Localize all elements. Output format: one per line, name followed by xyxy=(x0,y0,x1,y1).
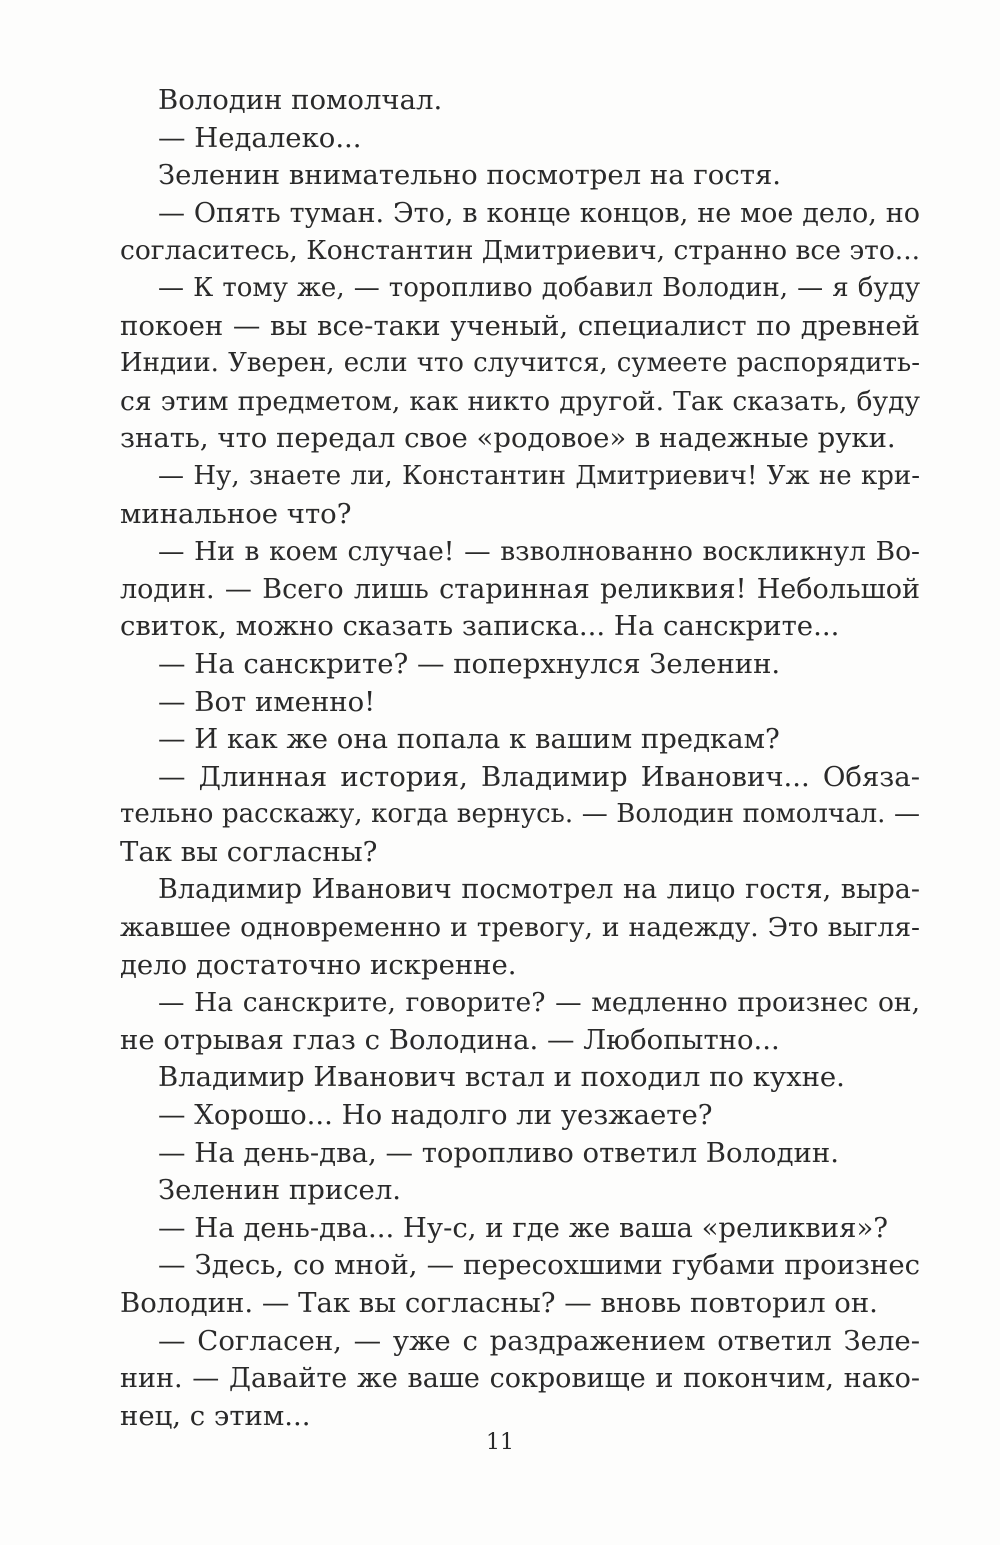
text-line: — Ну, знаете ли, Константин Дмитриевич! Уж не кри- xyxy=(158,460,920,491)
text-line: — На санскрите? — поперхнулся Зеленин. xyxy=(158,647,781,680)
text-line: Владимир Иванович посмотрел на лицо гостя, выра- xyxy=(158,874,920,906)
text-line: ся этим предметом, как никто другой. Так сказать, буду xyxy=(120,385,920,417)
text-line: минальное что? xyxy=(120,497,352,530)
text-line: Индии. Уверен, если что случится, сумеете распорядить- xyxy=(120,348,920,379)
text-line: Зеленин внимательно посмотрел на гостя. xyxy=(158,159,782,192)
text-line: Володин помолчал. xyxy=(158,84,443,116)
page-number: 11 xyxy=(486,1430,514,1455)
text-line: Зеленин присел. xyxy=(158,1174,402,1207)
text-line: — Хорошо... Но надолго ли уезжаете? xyxy=(158,1099,713,1132)
text-line: Так вы согласны? xyxy=(120,835,378,868)
text-line: лодин. — Всего лишь старинная реликвия! Небольшой xyxy=(120,573,920,605)
body-text xyxy=(120,82,920,1435)
text-line: жавшее одновременно и тревогу, и надежду. Это выгля- xyxy=(120,912,920,944)
text-line: — Опять туман. Это, в конце концов, не мое дело, но xyxy=(158,197,920,229)
text-line: согласитесь, Константин Дмитриевич, странно все это... xyxy=(120,235,921,267)
text-line: покоен — вы все-таки ученый, специалист по древней xyxy=(120,309,920,342)
text-line: — К тому же, — торопливо добавил Володин, — я буду xyxy=(158,272,920,303)
text-line: не отрывая глаз с Володина. — Любопытно... xyxy=(120,1023,780,1056)
text-line: — На день-два... Ну-с, и где же ваша «реликвия»? xyxy=(158,1211,889,1244)
text-line: — Ни в коем случае! — взволнованно воскликнул Во- xyxy=(158,536,920,568)
text-line: тельно расскажу, когда вернусь. — Володин помолчал. — xyxy=(120,799,920,830)
text-line: нин. — Давайте же ваше сокровище и покончим, нако- xyxy=(120,1363,920,1395)
text-line: — Вот именно! xyxy=(158,685,376,718)
text-line: — Здесь, со мной, — пересохшими губами произнес xyxy=(158,1249,920,1282)
text-line: — На день-два, — торопливо ответил Володин. xyxy=(158,1136,839,1169)
text-line: свиток, можно сказать записка... На санскрите... xyxy=(120,610,840,643)
text-line: знать, что передал свое «родовое» в надежные руки. xyxy=(120,422,896,455)
text-line: Владимир Иванович встал и походил по кухне. xyxy=(158,1061,845,1094)
text-line: — И как же она попала к вашим предкам? xyxy=(158,723,780,756)
text-line: дело достаточно искренне. xyxy=(120,948,517,981)
text-line: — Длинная история, Владимир Иванович... Обяза- xyxy=(158,760,920,793)
text-line: — На санскрите, говорите? — медленно произнес он, xyxy=(158,987,920,1019)
text-line: — Недалеко... xyxy=(158,121,362,154)
text-line: — Согласен, — уже с раздражением ответил Зеле- xyxy=(158,1324,920,1357)
text-line: нец, с этим... xyxy=(120,1399,311,1432)
text-line: Володин. — Так вы согласны? — вновь повторил он. xyxy=(120,1287,878,1319)
